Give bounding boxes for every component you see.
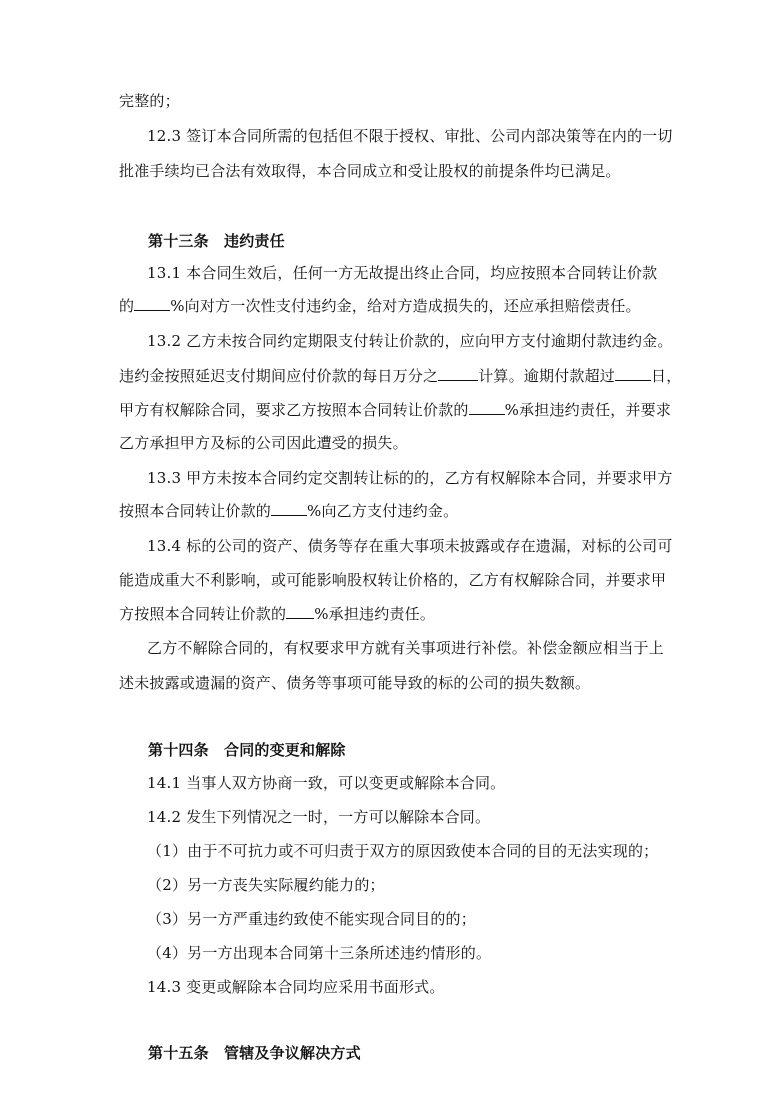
text-line: 乙方不解除合同的，有权要求甲方就有关事项进行补偿。补偿金额应相当于上 bbox=[147, 639, 664, 657]
clause-14-2: 14.2 发生下列情况之一时，一方可以解除本合同。 bbox=[147, 808, 491, 826]
text-fragment: 的 bbox=[119, 297, 135, 315]
fill-blank bbox=[469, 400, 505, 415]
fill-blank bbox=[271, 501, 307, 516]
text-line bbox=[119, 400, 671, 420]
text-fragment: 方按照本合同转让价款的 bbox=[119, 605, 287, 623]
list-item: （2）另一方丧失实际履约能力的； bbox=[147, 876, 385, 894]
text-fragment: 甲方有权解除合同，要求乙方按照本合同转让价款的 bbox=[119, 401, 469, 419]
text-line bbox=[119, 296, 641, 316]
list-item: （1）由于不可抗力或不可归责于双方的原因致使本合同的目的无法实现的； bbox=[147, 842, 659, 860]
list-item: （3）另一方严重违约致使不能实现合同目的的； bbox=[147, 910, 476, 928]
text-line bbox=[119, 501, 458, 521]
clause-12-3: 12.3 签订本合同所需的包括但不限于授权、审批、公司内部决策等在内的一切 bbox=[147, 127, 673, 145]
text-line: 完整的； bbox=[119, 92, 180, 110]
text-line bbox=[119, 604, 435, 624]
text-line: 能造成重大不利影响，或可能影响股权转让价格的，乙方有权解除合同，并要求甲 bbox=[119, 571, 667, 589]
text-fragment: 违约金按照延迟支付期间应付价款的每日万分之 bbox=[119, 367, 439, 385]
text-fragment: %承担违约责任，并要求 bbox=[504, 401, 672, 419]
clause-13-1: 13.1 本合同生效后，任何一方无故提出终止合同，均应按照本合同转让价款 bbox=[147, 264, 658, 282]
clause-13-3: 13.3 甲方未按本合同约定交割转让标的的，乙方有权解除本合同，并要求甲方 bbox=[147, 469, 673, 487]
list-item: （4）另一方出现本合同第十三条所述违约情形的。 bbox=[147, 944, 492, 962]
text-fragment: 日， bbox=[651, 367, 682, 385]
text-line: 批准手续均已合法有效取得，本合同成立和受让股权的前提条件均已满足。 bbox=[119, 162, 621, 180]
fill-blank bbox=[134, 296, 170, 311]
article-13-heading: 第十三条 违约责任 bbox=[148, 232, 285, 250]
article-15-heading: 第十五条 管辖及争议解决方式 bbox=[148, 1044, 361, 1062]
text-line: 乙方承担甲方及标的公司因此遭受的损失。 bbox=[119, 434, 408, 452]
fill-blank bbox=[615, 366, 651, 381]
clause-13-4: 13.4 标的公司的资产、债务等存在重大事项未披露或存在遗漏，对标的公司可 bbox=[147, 537, 673, 555]
fill-blank bbox=[438, 366, 478, 381]
fill-blank bbox=[286, 604, 314, 619]
text-line: 述未披露或遗漏的资产、债务等事项可能导致的标的公司的损失数额。 bbox=[119, 674, 591, 692]
article-14-heading: 第十四条 合同的变更和解除 bbox=[148, 741, 346, 759]
clause-13-2: 13.2 乙方未按合同约定期限支付转让价款的，应向甲方支付逾期付款违约金。 bbox=[147, 332, 673, 350]
text-fragment: 按照本合同转让价款的 bbox=[119, 502, 272, 520]
text-fragment: 计算。逾期付款超过 bbox=[478, 367, 616, 385]
text-fragment: %向乙方支付违约金。 bbox=[307, 502, 459, 520]
text-fragment: %向对方一次性支付违约金，给对方造成损失的，还应承担赔偿责任。 bbox=[170, 297, 641, 315]
clause-14-1: 14.1 当事人双方协商一致，可以变更或解除本合同。 bbox=[147, 774, 506, 792]
text-line bbox=[119, 366, 681, 386]
clause-14-3: 14.3 变更或解除本合同均应采用书面形式。 bbox=[147, 978, 445, 996]
text-fragment: %承担违约责任。 bbox=[314, 605, 436, 623]
